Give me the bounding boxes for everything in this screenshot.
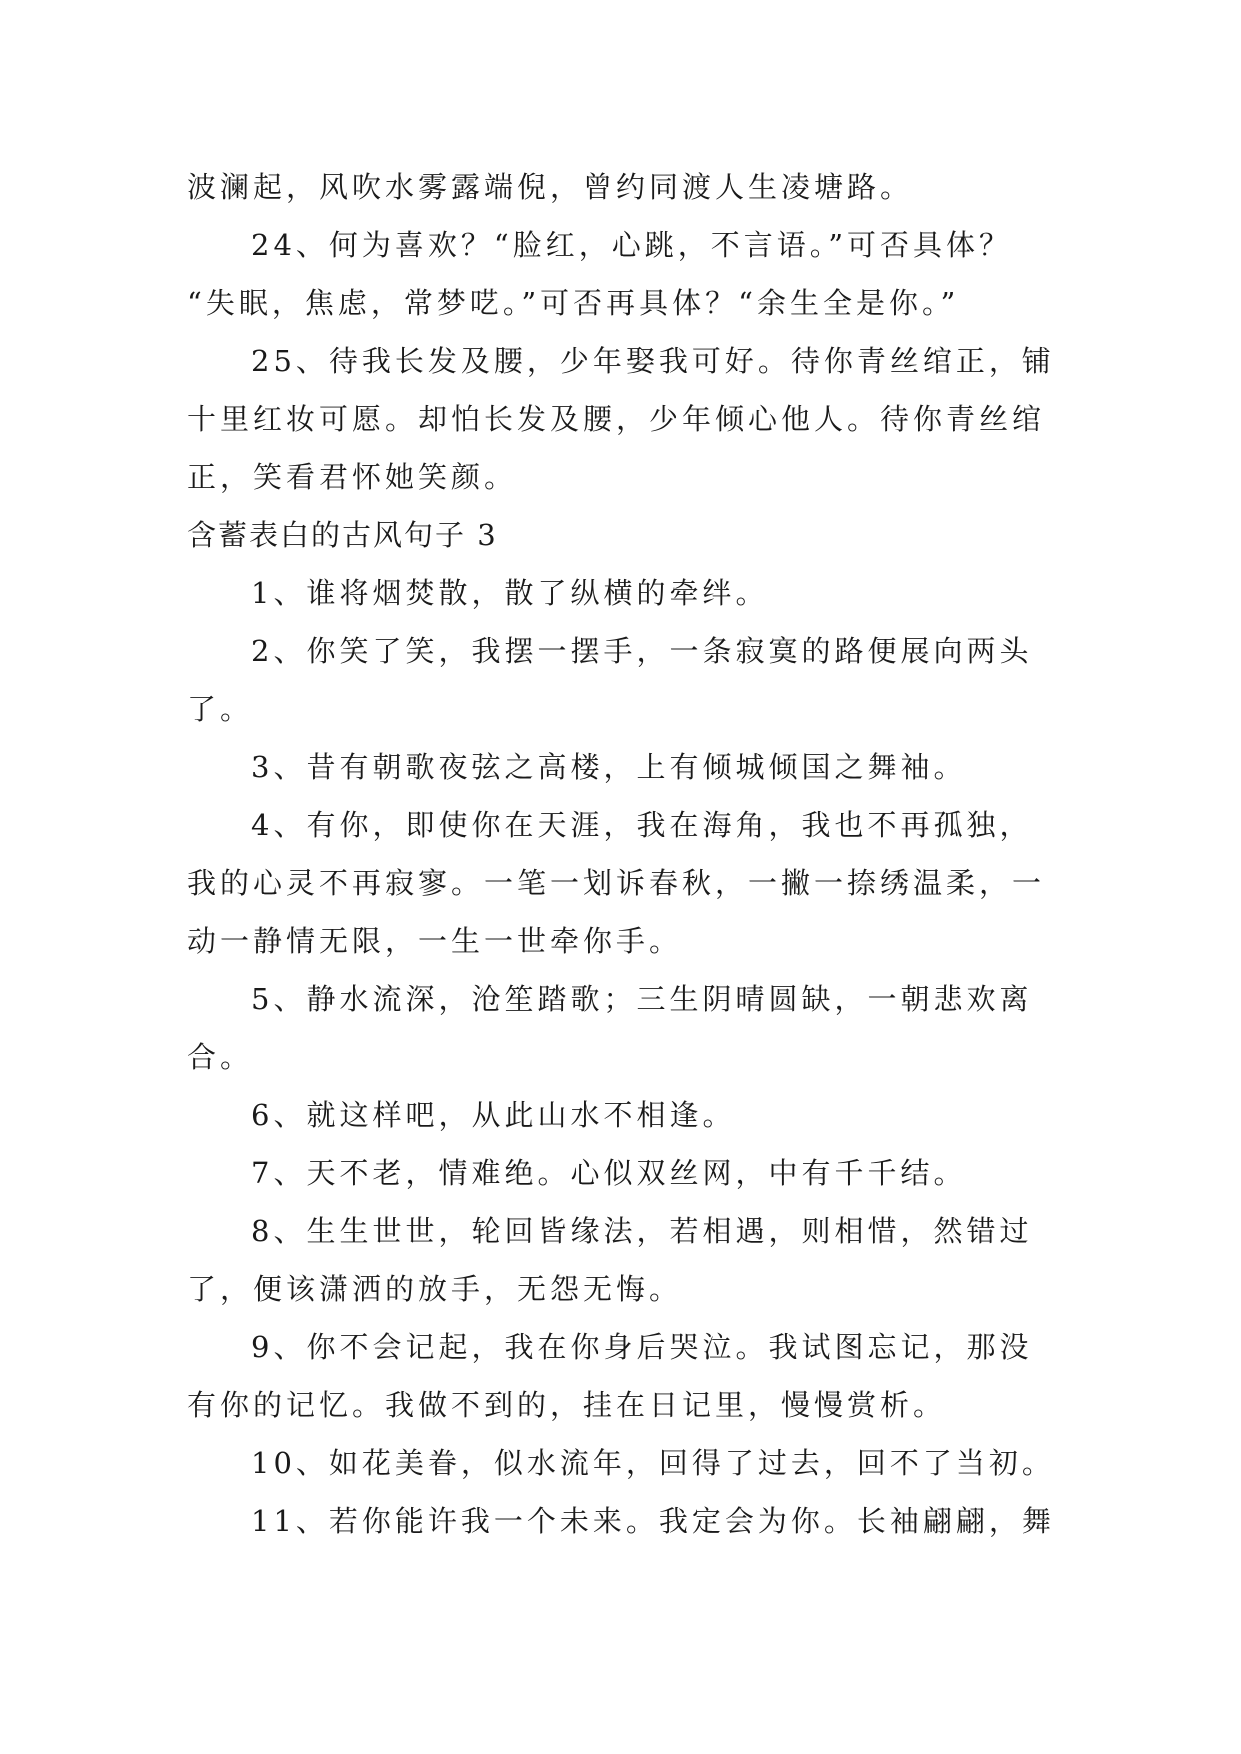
- document-body: [187, 158, 1067, 1550]
- text-line: 正，笑看君怀她笑颜。: [187, 460, 518, 494]
- text-line: 合。: [187, 1040, 254, 1074]
- section-heading: 含蓄表白的古风句子 3: [187, 518, 498, 552]
- text-line: 了，便该潇洒的放手，无怨无悔。: [187, 1272, 683, 1306]
- text-line: 动一静情无限，一生一世牵你手。: [187, 924, 683, 958]
- text-line: 6、就这样吧，从此山水不相逢。: [251, 1098, 736, 1132]
- text-line: 7、天不老，情难绝。心似双丝网，中有千千结。: [251, 1156, 967, 1190]
- text-line: 有你的记忆。我做不到的，挂在日记里，慢慢赏析。: [187, 1388, 947, 1422]
- text-line: 了。: [187, 692, 254, 726]
- text-line: 十里红妆可愿。却怕长发及腰，少年倾心他人。待你青丝绾: [187, 402, 1046, 436]
- text-line: 25、待我长发及腰，少年娶我可好。待你青丝绾正，铺: [251, 344, 1055, 378]
- text-line: 9、你不会记起，我在你身后哭泣。我试图忘记，那没: [251, 1330, 1033, 1364]
- text-line: 24、何为喜欢？“脸红，心跳，不言语。”可否具体？: [251, 228, 1013, 262]
- text-line: 8、生生世世，轮回皆缘法，若相遇，则相惜，然错过: [251, 1214, 1033, 1248]
- text-line: 波澜起，风吹水雾露端倪，曾约同渡人生凌塘路。: [187, 170, 914, 204]
- text-line: 1、谁将烟焚散，散了纵横的牵绊。: [251, 576, 769, 610]
- text-line: 10、如花美眷，似水流年，回得了过去，回不了当初。: [251, 1446, 1055, 1480]
- text-line: “失眠，焦虑，常梦呓。”可否再具体？“余生全是你。”: [187, 286, 960, 320]
- text-line: 2、你笑了笑，我摆一摆手，一条寂寞的路便展向两头: [251, 634, 1033, 668]
- text-line: 11、若你能许我一个未来。我定会为你。长袖翩翩，舞: [251, 1504, 1055, 1538]
- text-line: 3、昔有朝歌夜弦之高楼，上有倾城倾国之舞袖。: [251, 750, 967, 784]
- text-line: 4、有你，即使你在天涯，我在海角，我也不再孤独，: [251, 808, 1033, 842]
- text-line: 我的心灵不再寂寥。一笔一划诉春秋，一撇一捺绣温柔，一: [187, 866, 1046, 900]
- text-line: 5、静水流深，沧笙踏歌；三生阴晴圆缺，一朝悲欢离: [251, 982, 1033, 1016]
